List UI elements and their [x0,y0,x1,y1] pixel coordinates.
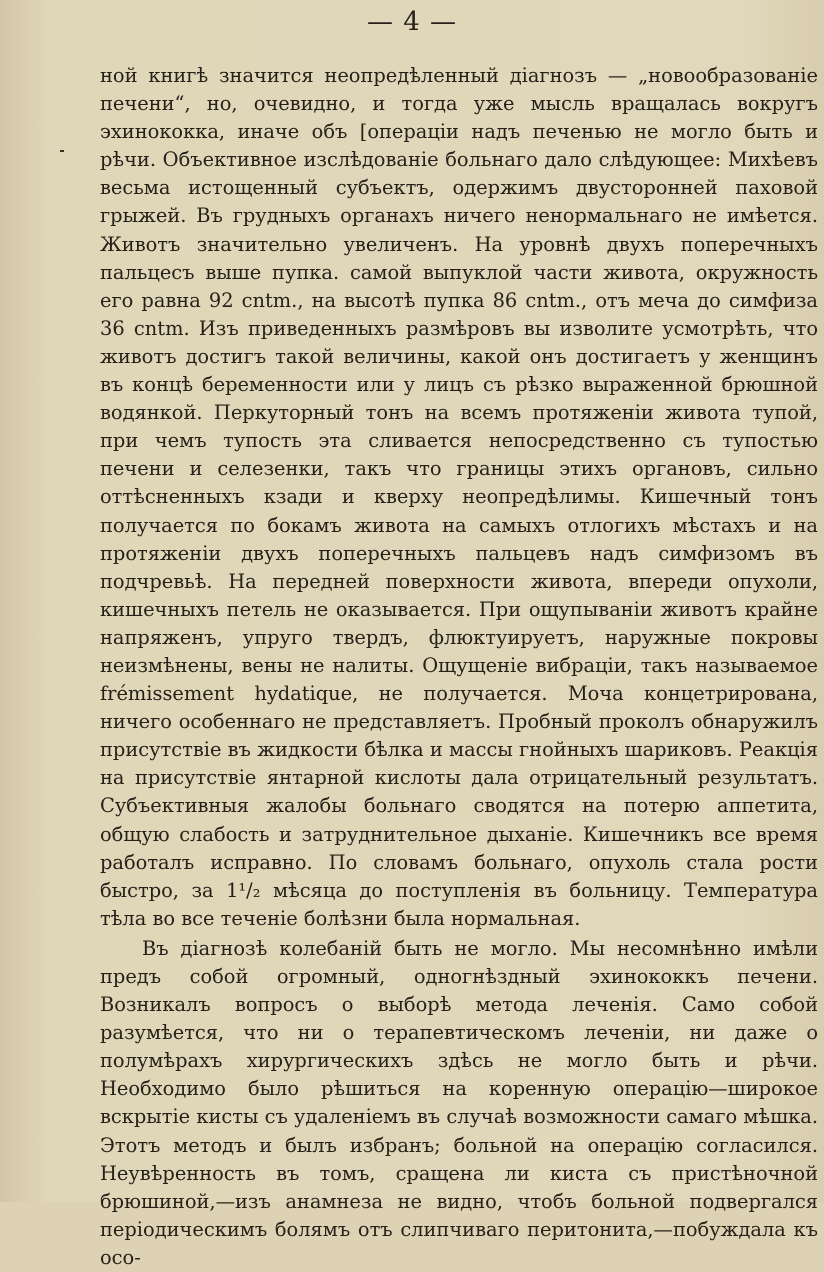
margin-mark [60,150,64,152]
paragraph-diagnosis: Въ дiагнозѣ колебанiй быть не могло. Мы несомнѣнно имѣли предъ собой огромный, одногнѣздный эхинококкъ печени. Возникалъ вопросъ о выборѣ метода леченiя. Само собой разумѣется, что ни о терапевтическомъ леченiи, ни даже о полумѣрахъ хирургическихъ здѣсь не могло быть и рѣчи. Необходимо было рѣшиться на коренную операцiю—широкое вскрытiе кисты съ удаленiемъ въ случаѣ возможности самаго мѣшка. Этотъ методъ и былъ избранъ; больной на операцiю согласился. Неувѣренность въ томъ, сращена ли киста съ пристѣночной брюшиной,—изъ анамнеза не видно, чтобъ больной подвергался перiодическимъ болямъ отъ слипчиваго перитонита,—побуждала къ осо- [100,936,818,1269]
body-text [100,62,818,1272]
paragraph-continuation: ной книгѣ значится неопредѣленный дiагнозъ — „новообразованiе печени“, но, очевидно, и тогда уже мысль вращалась вокругъ эхинококка, иначе объ [операцiи надъ печенью не могло быть и рѣчи. Объективное изслѣдованiе больнаго дало слѣдующее: Михѣевъ весьма истощенный субъектъ, одержимъ двусторонней паховой грыжей. Въ грудныхъ органахъ ничего ненормальнаго не имѣется. Животъ значительно увеличенъ. На уровнѣ двухъ поперечныхъ пальцесъ выше пупка. самой выпуклой части живота, окружность его равна 92 cntm., на высотѣ пупка 86 cntm., отъ меча до симфиза 36 cntm. Изъ приведенныхъ размѣровъ вы изволите усмотрѣть, что животъ достигъ такой величины, какой онъ достигаетъ у женщинъ въ концѣ беременности или у лицъ съ рѣзко выраженной брюшной водянкой. Перкуторный тонъ на всемъ протяженiи живота тупой, при чемъ тупость эта сливается непосредственно съ тупостью печени и селезенки, такъ что границы этихъ органовъ, сильно оттѣсненныхъ кзади и кверху неопредѣлимы. Кишечный тонъ получается по бокамъ живота на самыхъ отлогихъ мѣстахъ и на протяженiи двухъ поперечныхъ пальцевъ надъ симфизомъ въ подчревьѣ. На передней поверхности живота, впереди опухоли, кишечныхъ петель не оказывается. При ощупыванiи животъ крайне напряженъ, упруго твердъ, флюктуируетъ, наружные покровы неизмѣнены, вены не налиты. Ощущенiе вибрацiи, такъ называемое frémissement hydatique, не получается. Моча концетрирована, ничего особеннаго не представляетъ. Пробный проколъ обнаружилъ присутствiе въ жидкости бѣлка и массы гнойныхъ шариковъ. Реакцiя на присутствiе янтарной кислоты дала отрицательный результатъ. Субъективныя жалобы больнаго сводятся на потерю аппетита, общую слабость и затруднительное дыханiе. Кишечникъ все время работалъ исправно. По словамъ больнаго, опухоль стала рости быстро, за 1¹/₂ мѣсяца до поступленiя въ больницу. Температура тѣла во все теченiе болѣзни была нормальная. [100,64,818,930]
page-number-header: — 4 — [366,7,458,37]
